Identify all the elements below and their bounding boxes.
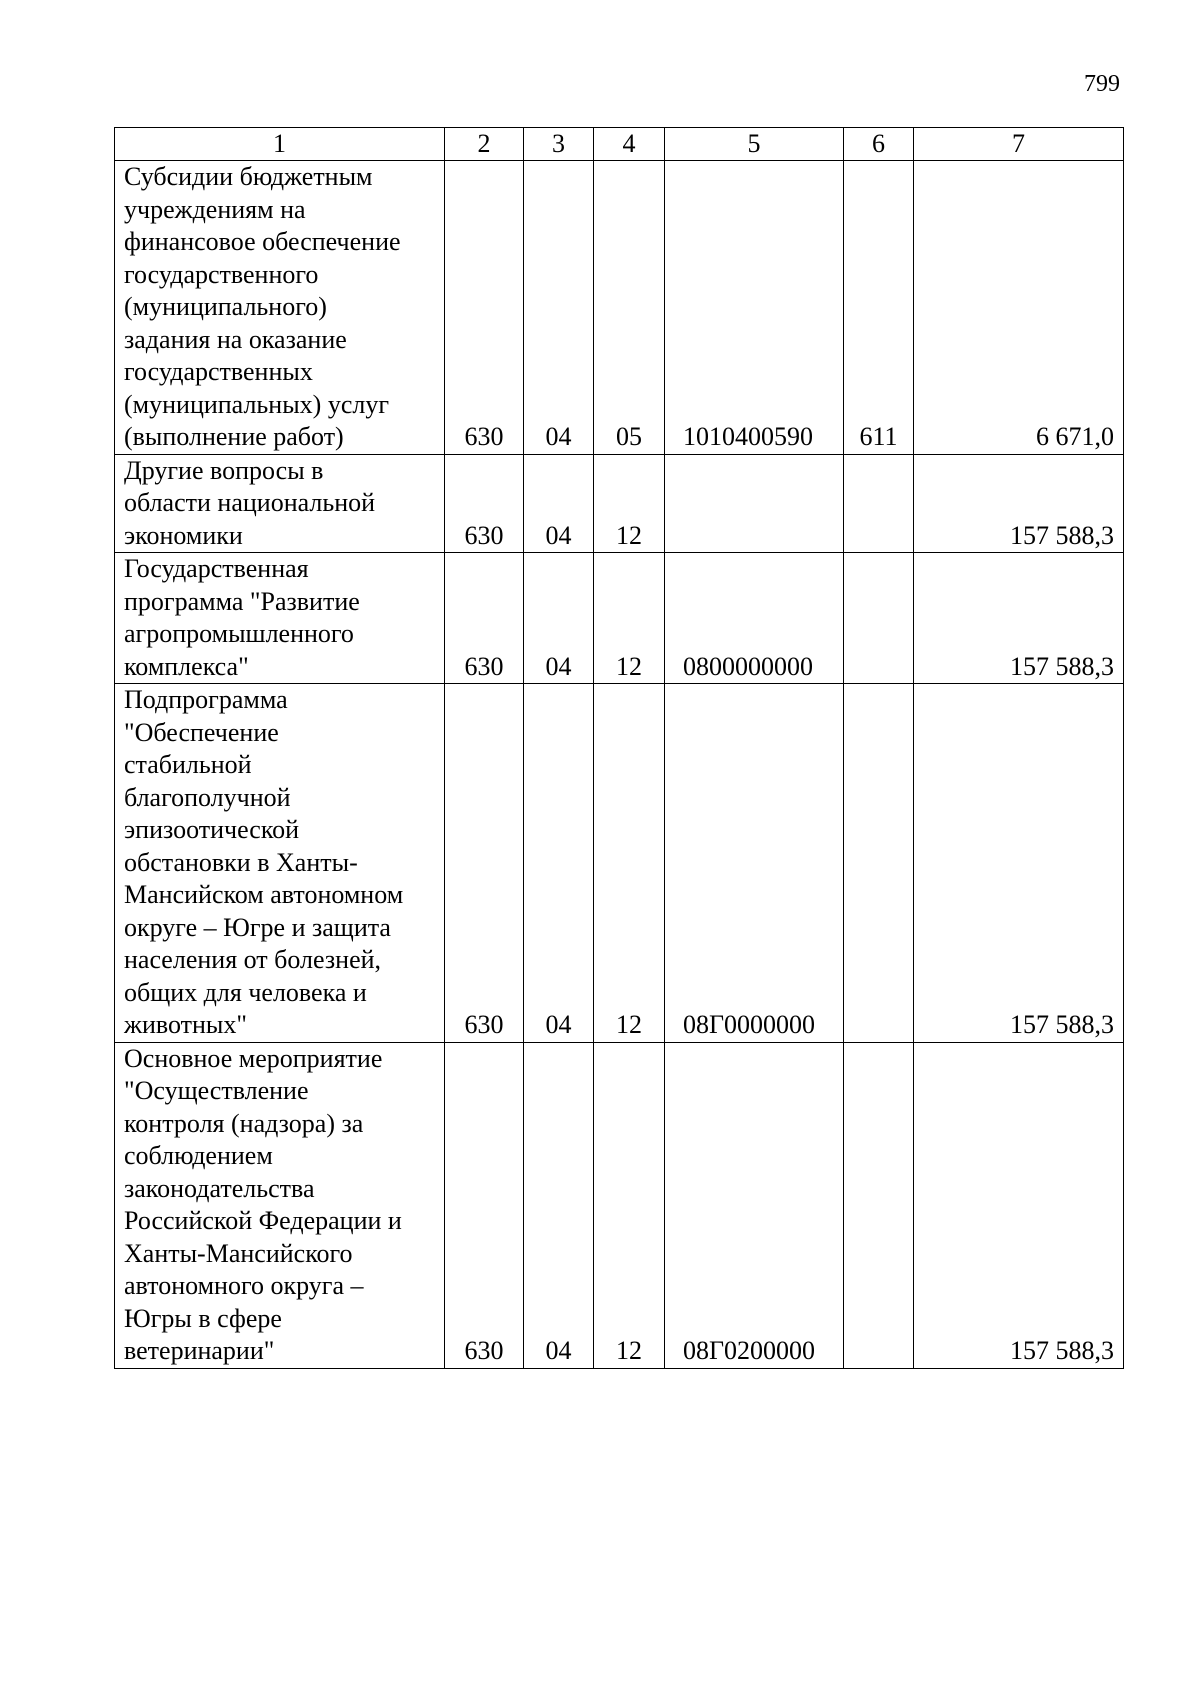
row-amount: 157 588,3 (914, 553, 1124, 684)
description-line: учреждениям на (124, 194, 306, 224)
row-target-article-code: 08Г0000000 (665, 684, 844, 1043)
description-line: Государственная (124, 554, 309, 583)
row-amount: 6 671,0 (914, 161, 1124, 455)
description-line: (выполнение работ) (124, 422, 344, 451)
row-expense-type-code (844, 454, 914, 553)
row-department-code: 630 (445, 1042, 524, 1368)
description-line: экономики (124, 520, 243, 550)
description-line: области национальной (124, 488, 376, 517)
description-line: стабильной (124, 750, 252, 779)
header-cell-1: 1 (115, 128, 445, 161)
row-section-code: 04 (524, 684, 594, 1043)
row-section-code: 04 (524, 553, 594, 684)
description-line: соблюдением (124, 1141, 273, 1170)
row-department-code: 630 (445, 684, 524, 1043)
budget-table (114, 127, 1124, 1369)
description-line: автономного округа – (124, 1271, 364, 1300)
row-description (115, 684, 445, 1043)
description-line: Мансийском автономном (124, 880, 404, 909)
description-line: населения от болезней, (124, 945, 382, 974)
description-line: благополучной (124, 782, 291, 812)
description-line: государственных (124, 357, 313, 386)
row-description (115, 1042, 445, 1368)
table-row (115, 553, 1124, 684)
row-target-article-code: 0800000000 (665, 553, 844, 684)
row-expense-type-code (844, 553, 914, 684)
header-cell-5: 5 (665, 128, 844, 161)
row-target-article-code (665, 454, 844, 553)
description-line: Другие вопросы в (124, 455, 324, 485)
description-line: Югры в сфере (124, 1303, 282, 1333)
description-line: Субсидии бюджетным (124, 162, 373, 191)
row-target-article-code: 08Г0200000 (665, 1042, 844, 1368)
description-line: государственного (124, 259, 319, 289)
header-cell-7: 7 (914, 128, 1124, 161)
row-section-code: 04 (524, 1042, 594, 1368)
row-description (115, 161, 445, 455)
row-subsection-code: 12 (594, 454, 665, 553)
row-subsection-code: 05 (594, 161, 665, 455)
description-line: Основное мероприятие (124, 1043, 383, 1073)
description-line: Российской Федерации и (124, 1206, 402, 1235)
table-row (115, 454, 1124, 553)
description-line: программа "Развитие (124, 586, 360, 616)
description-line: (муниципального) (124, 292, 327, 321)
row-description (115, 553, 445, 684)
row-subsection-code: 12 (594, 553, 665, 684)
header-cell-2: 2 (445, 128, 524, 161)
row-subsection-code: 12 (594, 1042, 665, 1368)
table-row (115, 161, 1124, 455)
description-line: эпизоотической (124, 815, 300, 844)
row-department-code: 630 (445, 553, 524, 684)
header-cell-6: 6 (844, 128, 914, 161)
description-line: обстановки в Ханты- (124, 847, 358, 877)
row-description (115, 454, 445, 553)
description-line: задания на оказание (124, 324, 347, 354)
header-row (115, 128, 1124, 161)
description-line: (муниципальных) услуг (124, 389, 390, 419)
row-expense-type-code: 611 (844, 161, 914, 455)
row-section-code: 04 (524, 454, 594, 553)
description-line: животных" (124, 1010, 247, 1039)
table-row (115, 684, 1124, 1043)
row-department-code: 630 (445, 161, 524, 455)
description-line: агропромышленного (124, 619, 354, 648)
description-line: общих для человека и (124, 977, 367, 1007)
row-expense-type-code (844, 684, 914, 1043)
row-amount: 157 588,3 (914, 1042, 1124, 1368)
row-expense-type-code (844, 1042, 914, 1368)
page-number: 799 (1084, 71, 1120, 97)
row-amount: 157 588,3 (914, 454, 1124, 553)
description-line: "Осуществление (124, 1076, 309, 1105)
row-target-article-code: 1010400590 (665, 161, 844, 455)
description-line: "Обеспечение (124, 717, 279, 747)
row-department-code: 630 (445, 454, 524, 553)
description-line: законодательства (124, 1173, 315, 1203)
description-line: Ханты-Мансийского (124, 1238, 353, 1268)
row-section-code: 04 (524, 161, 594, 455)
description-line: ветеринарии" (124, 1336, 275, 1365)
header-cell-3: 3 (524, 128, 594, 161)
description-line: округе – Югре и защита (124, 912, 391, 942)
header-cell-4: 4 (594, 128, 665, 161)
row-subsection-code: 12 (594, 684, 665, 1043)
row-amount: 157 588,3 (914, 684, 1124, 1043)
description-line: финансовое обеспечение (124, 227, 401, 256)
description-line: контроля (надзора) за (124, 1108, 364, 1138)
description-line: комплекса" (124, 651, 249, 681)
table-row (115, 1042, 1124, 1368)
description-line: Подпрограмма (124, 685, 288, 714)
